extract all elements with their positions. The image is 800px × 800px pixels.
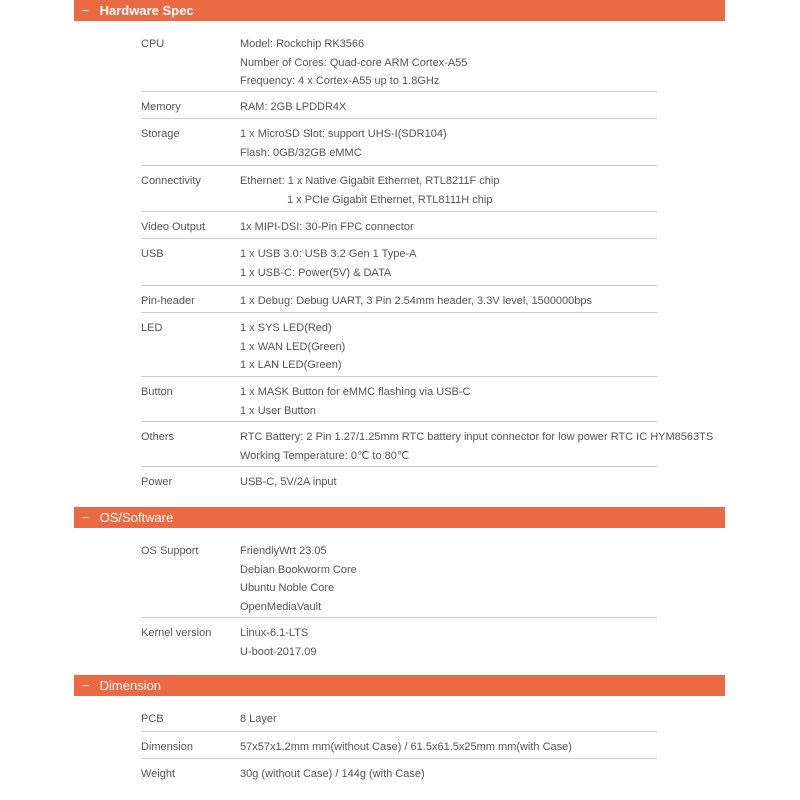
spec-label: Button — [141, 386, 173, 398]
spec-value-line: 1 x SYS LED(Red) — [240, 322, 332, 334]
spec-row-memory — [141, 92, 657, 119]
spec-value-line: RAM: 2GB LPDDR4X — [240, 101, 347, 113]
spec-value-line: 1 x LAN LED(Green) — [240, 359, 342, 371]
spec-row-usb — [141, 239, 657, 286]
spec-table-os — [141, 536, 657, 665]
spec-value-line: Number of Cores: Quad-core ARM Cortex-A55 — [240, 56, 468, 69]
spec-label: Pin-header — [141, 295, 195, 307]
spec-row-video-output — [141, 212, 657, 239]
spec-value — [240, 172, 657, 206]
spec-value-line: FriendlyWrt 23.05 — [240, 545, 327, 557]
spec-row-weight — [141, 759, 657, 786]
spec-value-line: 8 Layer — [240, 713, 277, 725]
spec-row-pcb — [141, 704, 657, 732]
spec-label: Weight — [141, 768, 176, 780]
spec-row-button — [141, 377, 657, 422]
spec-value-line: 30g (without Case) / 144g (with Case) — [240, 768, 425, 780]
spec-label: PCB — [141, 713, 164, 725]
spec-value-line: Working Temperature: 0℃ to 80℃ — [240, 449, 410, 462]
spec-value — [240, 125, 657, 160]
spec-label: Storage — [141, 128, 180, 140]
spec-label: Video Output — [141, 221, 206, 233]
spec-row-led — [141, 313, 657, 377]
spec-row-others — [141, 422, 714, 467]
spec-value — [240, 428, 713, 461]
spec-table-dimension — [141, 704, 657, 786]
spec-label: CPU — [141, 38, 165, 50]
spec-value-line: Frequency: 4 x Cortex-A55 up to 1.8GHz — [240, 75, 440, 87]
spec-value — [240, 473, 657, 489]
spec-label: USB — [141, 248, 164, 260]
spec-value-line: Debian Bookworm Core — [240, 563, 357, 576]
spec-value — [240, 765, 657, 781]
spec-value-line: 1 x MicroSD Slot: support UHS-I(SDR104) — [240, 128, 447, 140]
spec-value-line: 1 x USB 3.0: USB 3.2 Gen 1 Type-A — [240, 248, 417, 260]
spec-value — [240, 292, 657, 307]
spec-label: LED — [141, 322, 163, 334]
spec-row-os-support — [141, 536, 657, 618]
spec-value-line: 1 x Debug: Debug UART, 3 Pin 2.54mm header, 3.3V level, 1500000bps — [240, 295, 593, 307]
spec-label: Kernel version — [141, 627, 212, 639]
section-header-hardware-spec[interactable] — [74, 0, 725, 21]
spec-value-line: RTC Battery: 2 Pin 1.27/1.25mm RTC battery input connector for low power RTC IC HYM8563TS — [240, 431, 714, 443]
spec-value-line: Ethernet: 1 x Native Gigabit Ethernet, RTL8211F chip — [240, 175, 500, 187]
spec-value — [240, 383, 657, 416]
spec-value-line: 57x57x1.2mm mm(without Case) / 61.5x61.5x25mm mm(with Case) — [240, 741, 572, 753]
spec-value — [240, 218, 657, 233]
collapse-icon[interactable]: − — [82, 510, 90, 525]
spec-label: Others — [141, 431, 175, 443]
spec-value-line: Ubuntu Noble Core — [240, 582, 335, 594]
spec-value — [240, 624, 657, 660]
spec-value-line: 1 x WAN LED(Green) — [240, 340, 346, 353]
spec-table-hardware — [141, 29, 714, 494]
section-title: Dimension — [99, 678, 162, 693]
spec-value-line: 1 x MASK Button for eMMC flashing via USB-C — [240, 386, 471, 398]
spec-label: Connectivity — [141, 175, 201, 187]
spec-value — [240, 542, 657, 612]
spec-label: Power — [141, 476, 173, 488]
collapse-icon[interactable]: − — [82, 3, 90, 18]
spec-value-line: Model: Rockchip RK3566 — [240, 38, 365, 50]
spec-value-line: 1 x USB-C: Power(5V) & DATA — [240, 266, 392, 279]
spec-row-connectivity — [141, 166, 657, 212]
spec-label: Memory — [141, 101, 181, 113]
section-header-os-software[interactable] — [74, 507, 725, 528]
spec-row-power — [141, 467, 657, 494]
spec-label: OS Support — [141, 545, 199, 557]
spec-row-pin-header — [141, 286, 657, 313]
spec-value-line: USB-C, 5V/2A input — [240, 476, 337, 488]
spec-row-kernel-version — [141, 618, 657, 665]
collapse-icon[interactable]: − — [82, 678, 90, 693]
spec-value — [240, 738, 657, 753]
spec-value-line: Flash: 0GB/32GB eMMC — [240, 146, 362, 159]
spec-value — [240, 319, 657, 371]
spec-value-line: U-boot-2017.09 — [240, 645, 317, 658]
section-title: OS/Software — [99, 510, 174, 525]
spec-value — [240, 98, 657, 113]
section-header-dimension[interactable] — [74, 675, 725, 696]
spec-value — [240, 710, 657, 726]
spec-value-line: 1 x User Button — [240, 404, 316, 417]
spec-value — [240, 245, 657, 280]
spec-value-line: Linux-6.1-LTS — [240, 627, 309, 639]
spec-value — [240, 35, 657, 86]
spec-value-line: 1x MIPI-DSI: 30-Pin FPC connector — [240, 221, 414, 233]
spec-row-dimension — [141, 732, 657, 759]
spec-row-storage — [141, 119, 657, 166]
spec-row-cpu — [141, 29, 657, 92]
spec-label: Dimension — [141, 741, 193, 753]
spec-value-line: 1 x PCIe Gigabit Ethernet, RTL8111H chip — [287, 193, 493, 206]
spec-value-line: OpenMediaVault — [240, 600, 322, 613]
section-title: Hardware Spec — [99, 3, 194, 18]
